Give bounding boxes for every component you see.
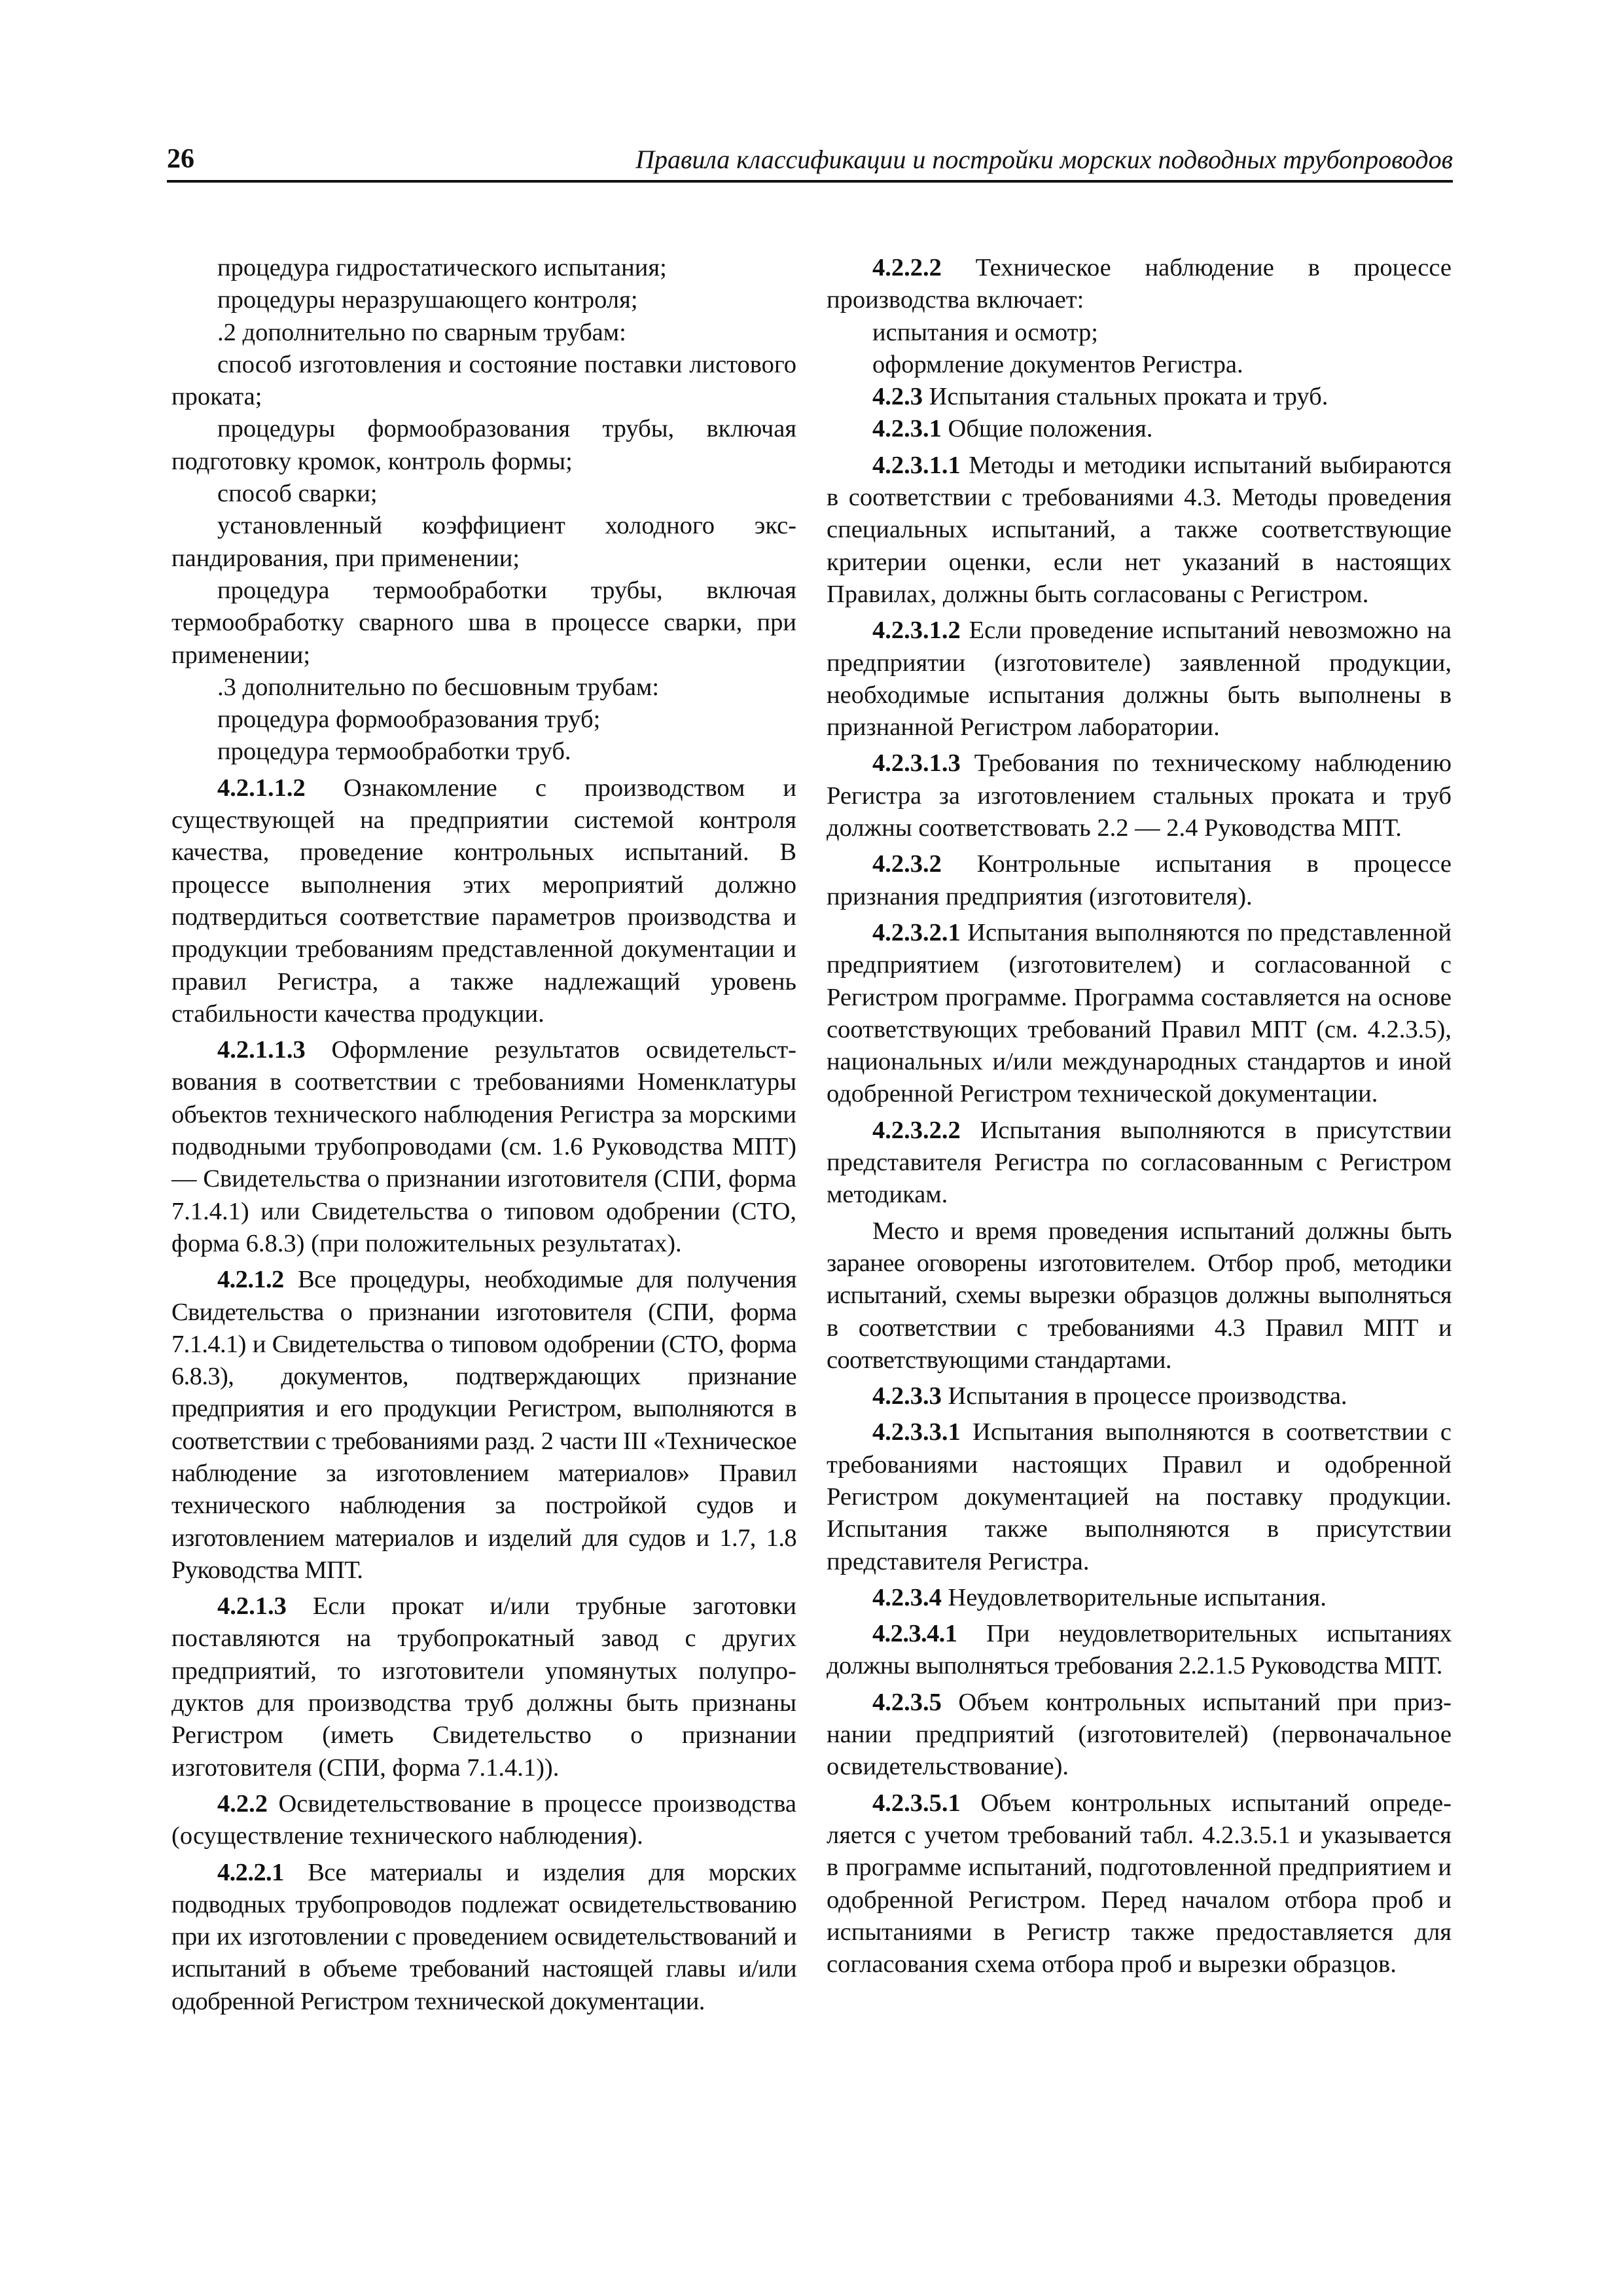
section-number: 4.2.2.2 (872, 254, 942, 281)
right-column (827, 252, 1452, 2248)
section-paragraph (827, 917, 1452, 1111)
paragraph-text: Испытания выполняются в соответствии с требованиями настоящих Правил и одобренной Регистром документацией на поставку продукции. Испытания также выполняются в присутствии представителя Регистра. (827, 1418, 1452, 1575)
section-number: 4.2.3.5 (872, 1688, 942, 1716)
section-paragraph (171, 1034, 796, 1260)
page-number: 26 (167, 144, 194, 174)
paragraph: процедура термообработки труб. (217, 738, 571, 766)
paragraph: испытания и осмотр; (872, 318, 1098, 346)
section-paragraph (171, 1590, 796, 1784)
section-number: 4.2.2.1 (217, 1858, 284, 1886)
paragraph-text: Испытания выполняются в присутствии представителя Регистра по согласованным с Регистром методикам. (827, 1116, 1452, 1209)
paragraph-text: Объем контрольных испытаний при признании предприятий (изготовителей) (первоначальное освидетельствование). (827, 1688, 1452, 1781)
section-paragraph (827, 1787, 1452, 1981)
section-number: 4.2.3 (872, 383, 923, 411)
paragraph: процедуры неразрушающего контроля; (217, 286, 638, 314)
section-paragraph (827, 747, 1452, 844)
section-number: 4.2.3.4.1 (872, 1620, 957, 1648)
section-number: 4.2.1.2 (217, 1266, 284, 1294)
section-paragraph (827, 450, 1452, 611)
paragraph-text: Все процедуры, необходимые для получения Свидетельства о признании изготовителя (СПИ, форма 7.1.4.1) и Свидетельства о типовом одобрении (СТО, форма 6.8.3), документов, подтверждающих признание предприятия и его продукции Регистром, выполняются в соответствии с требованиями разд. 2 части III «Техническое наблюдение за изготовлением материалов» Правил технического наблюдения за постройкой судов и изготовлением материалов и изделий для судов и 1.7, 1.8 Руководства МПТ. (171, 1266, 796, 1584)
paragraph-text: Испытания в процессе производства. (941, 1382, 1347, 1410)
paragraph: Место и время проведения испытаний должны быть заранее оговорены изготовителем. Отбор проб, методики испытаний, схемы вырезки образцов должны выполняться в соответствии с требованиями 4.3 Правил МПТ и соответствующими стандартами. (827, 1217, 1452, 1374)
paragraph: установленный коэффициент холодного экспандирования, при применении; (171, 512, 796, 572)
section-paragraph (827, 413, 1452, 445)
section-number: 4.2.1.1.3 (217, 1036, 306, 1064)
section-paragraph (827, 1618, 1452, 1683)
section-paragraph (827, 1687, 1452, 1784)
paragraph: .2 дополнительно по сварным трубам: (217, 318, 626, 346)
paragraph: процедура гидростатического испытания; (217, 254, 667, 281)
paragraph: способ изготовления и состояние поставки листового проката; (171, 350, 796, 411)
section-number: 4.2.3.1 (872, 415, 942, 443)
section-number: 4.2.2 (217, 1789, 268, 1818)
paragraph-text: Объем контрольных испытаний определяется с учетом требований табл. 4.2.3.5.1 и указывается в программе испытаний, подготовленной предприятием и одобренной Регистром. Перед началом отбора проб и испытаниями в Регистр также предоставляется для согласования схема отбора проб и вырезки образцов. (827, 1789, 1452, 1979)
section-paragraph (827, 615, 1452, 744)
section-number: 4.2.3.3 (872, 1382, 942, 1410)
paragraph-text: Оформление результатов освидетельствования в соответствии с требованиями Номенклатуры объектов технического наблюдения Регистра за морскими подводными трубопроводами (см. 1.6 Руководства МПТ) — Свидетельства о признании изготовителя (СПИ, форма 7.1.4.1) или Свидетельства о типовом одобрении (СТО, форма 6.8.3) (при положительных результатах). (171, 1036, 796, 1257)
paragraph-text: Освидетельствование в процессе производства (осуществление технического наблюдения). (171, 1789, 796, 1850)
section-number: 4.2.1.3 (217, 1592, 287, 1621)
section-paragraph (827, 1115, 1452, 1211)
paragraph: процедура формообразования труб; (217, 706, 601, 734)
section-paragraph (171, 772, 796, 1030)
paragraph: способ сварки; (217, 480, 378, 508)
paragraph-text: Испытания стальных проката и труб. (923, 383, 1329, 411)
paragraph-text: Контрольные испытания в процессе признания предприятия (изготовителя). (827, 850, 1452, 910)
paragraph: .3 дополнительно по бесшовным трубам: (217, 673, 660, 701)
section-paragraph (827, 1380, 1452, 1412)
section-number: 4.2.3.2.1 (872, 918, 961, 946)
section-paragraph (827, 252, 1452, 317)
paragraph-text: Если проведение испытаний невозможно на предприятии (изготовителе) заявленной продукции, необходимые испытания должны быть выполнены в признанной Регистром лаборатории. (827, 617, 1452, 742)
paragraph: оформление документов Регистра. (872, 350, 1243, 378)
paragraph-text: Методы и методики испытаний выбираются в соответствии с требованиями 4.3. Методы проведения специальных испытаний, а также соответствующие критерии оценки, если нет указаний в настоящих Правилах, должны быть согласованы с Регистром. (827, 451, 1452, 608)
paragraph: процедура термообработки трубы, включая термообработку сварного шва в процессе сварки, при применении; (171, 576, 796, 669)
paragraph: процедуры формообразования трубы, включая подготовку кромок, контроль формы; (171, 415, 796, 475)
paragraph-text: Все материалы и изделия для морских подводных трубопроводов подлежат освидетельствованию при их изготовлении с проведением освидетельствований и испытаний в объеме требований настоящей главы и/или одобренной Регистром технической документации. (171, 1858, 796, 2015)
paragraph-text: Если прокат и/или трубные заготовки поставляются на трубопрокатный завод с других предприятий, то изготовители упомянутых полупродуктов для производства труб должны быть признаны Регистром (иметь Свидетельство о признании изготовителя (СПИ, форма 7.1.4.1)). (171, 1592, 796, 1782)
section-number: 4.2.3.3.1 (872, 1418, 961, 1446)
section-number: 4.2.3.1.1 (872, 451, 961, 479)
section-paragraph (171, 1788, 796, 1853)
section-paragraph (827, 848, 1452, 913)
section-number: 4.2.3.4 (872, 1583, 942, 1611)
left-column (171, 252, 796, 2248)
paragraph-text: Испытания выполняются по представленной предприятием (изготовителем) и согласованной с Регистром программе. Программа составляется на основе соответствующих требований Правил МПТ (см. 4.2.3.5), национальных и/или международных стандартов и иной одобренной Регистром технической документации. (827, 918, 1452, 1108)
section-number: 4.2.3.2 (872, 850, 942, 878)
paragraph-text: Неудовлетворительные испытания. (941, 1583, 1327, 1611)
section-paragraph (827, 381, 1452, 413)
section-number: 4.2.3.5.1 (872, 1789, 961, 1817)
section-paragraph (827, 1582, 1452, 1614)
section-number: 4.2.3.2.2 (872, 1116, 961, 1144)
section-paragraph (171, 1857, 796, 2018)
running-title: Правила классификации и постройки морских подводных трубопроводов (635, 145, 1453, 174)
paragraph-text: При неудовлетворительных испытаниях должны выполняться требования 2.2.1.5 Руководства МПТ. (827, 1620, 1452, 1680)
section-number: 4.2.3.1.3 (872, 749, 961, 778)
paragraph-text: Общие положения. (941, 415, 1153, 443)
section-number: 4.2.3.1.2 (872, 617, 961, 645)
section-paragraph (171, 1264, 796, 1587)
page-header (167, 141, 1453, 183)
paragraph-text: Требования по техническому наблюдению Регистра за изготовлением стальных проката и труб должны соответствовать 2.2 — 2.4 Руководства МПТ. (827, 749, 1452, 842)
paragraph-text: Техническое наблюдение в процессе производства включает: (827, 254, 1452, 314)
section-number: 4.2.1.1.2 (217, 774, 306, 802)
section-paragraph (827, 1416, 1452, 1577)
paragraph-text: Ознакомление с производством и существующей на предприятии системой контроля качества, проведение контрольных испытаний. В процессе выполнения этих мероприятий должно подтвердиться соответствие параметров производства и продукции требованиям представленной документации и правил Регистра, а также надлежащий уровень стабильности качества продукции. (171, 774, 796, 1028)
